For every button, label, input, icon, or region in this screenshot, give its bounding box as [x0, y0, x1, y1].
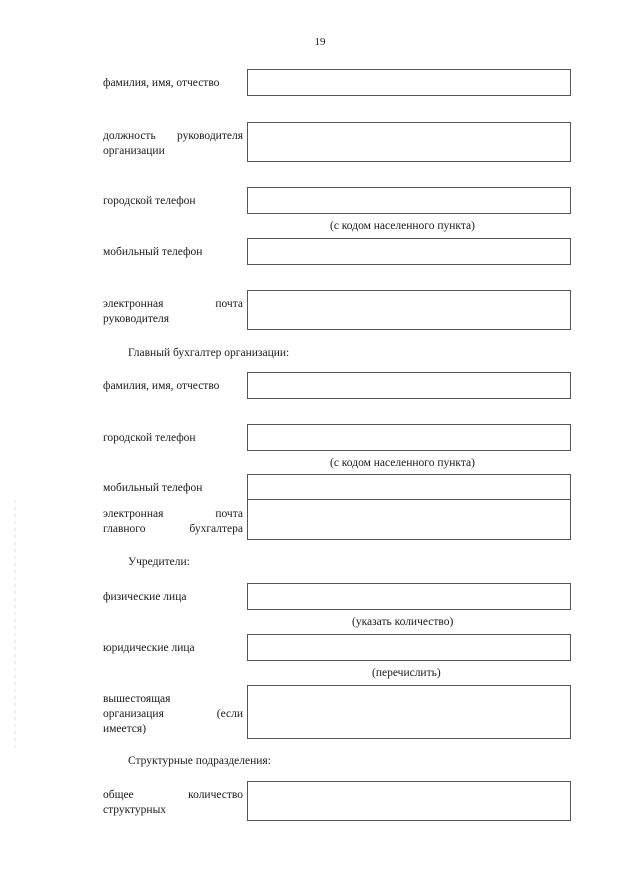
- founders-legal-hint: (перечислить): [372, 667, 441, 679]
- head-mobile-label: мобильный телефон: [103, 246, 203, 258]
- page-number: 19: [314, 36, 326, 48]
- head-position-label-line1: должность руководителя: [103, 130, 243, 142]
- accountant-city-phone-hint: (с кодом населенного пункта): [330, 457, 475, 469]
- founders-parent-label: [103, 692, 243, 737]
- accountant-mobile-label: мобильный телефон: [103, 482, 203, 494]
- founders-parent-label-line3: имеется): [103, 723, 147, 735]
- accountant-fio-label: фамилия, имя, отчество: [103, 380, 220, 392]
- structure-total-label-line1: общее количество: [103, 789, 243, 801]
- scan-margin-mark: [14, 500, 16, 750]
- accountant-section-title: Главный бухгалтер организации:: [128, 347, 290, 359]
- structure-total-label-line2: структурных: [103, 804, 167, 816]
- head-city-phone-hint: (с кодом населенного пункта): [330, 220, 475, 232]
- head-email-label-line2: руководителя: [103, 313, 170, 325]
- head-mobile-field[interactable]: [247, 238, 571, 265]
- accountant-email-label-line2: главного бухгалтера: [103, 523, 243, 535]
- accountant-city-phone-field[interactable]: [247, 424, 571, 451]
- accountant-fio-field[interactable]: [247, 372, 571, 399]
- founders-individuals-field[interactable]: [247, 583, 571, 610]
- accountant-mobile-field[interactable]: [247, 474, 571, 500]
- head-position-label: [103, 129, 243, 159]
- head-city-phone-label: городской телефон: [103, 195, 196, 207]
- accountant-email-label-line1: электронная почта: [103, 508, 243, 520]
- head-fio-label: фамилия, имя, отчество: [103, 77, 220, 89]
- founders-section-title: Учредители:: [128, 556, 190, 568]
- head-fio-field[interactable]: [247, 69, 571, 96]
- head-position-field[interactable]: [247, 122, 571, 162]
- founders-parent-field[interactable]: [247, 685, 571, 739]
- founders-legal-field[interactable]: [247, 634, 571, 661]
- founders-individuals-hint: (указать количество): [352, 616, 454, 628]
- founders-individuals-label: физические лица: [103, 591, 187, 603]
- head-city-phone-field[interactable]: [247, 187, 571, 214]
- structure-total-label: [103, 788, 243, 818]
- head-position-label-line2: организации: [103, 145, 165, 157]
- founders-legal-label: юридические лица: [103, 642, 195, 654]
- head-email-field[interactable]: [247, 290, 571, 330]
- founders-parent-label-line2: организация (если: [103, 708, 243, 720]
- head-email-label-line1: электронная почта: [103, 298, 243, 310]
- accountant-city-phone-label: городской телефон: [103, 432, 196, 444]
- accountant-email-label: [103, 507, 243, 537]
- founders-parent-label-line1: вышестоящая: [103, 693, 171, 705]
- head-email-label: [103, 297, 243, 327]
- accountant-email-field[interactable]: [247, 499, 571, 540]
- structure-section-title: Структурные подразделения:: [128, 755, 271, 767]
- structure-total-field[interactable]: [247, 781, 571, 821]
